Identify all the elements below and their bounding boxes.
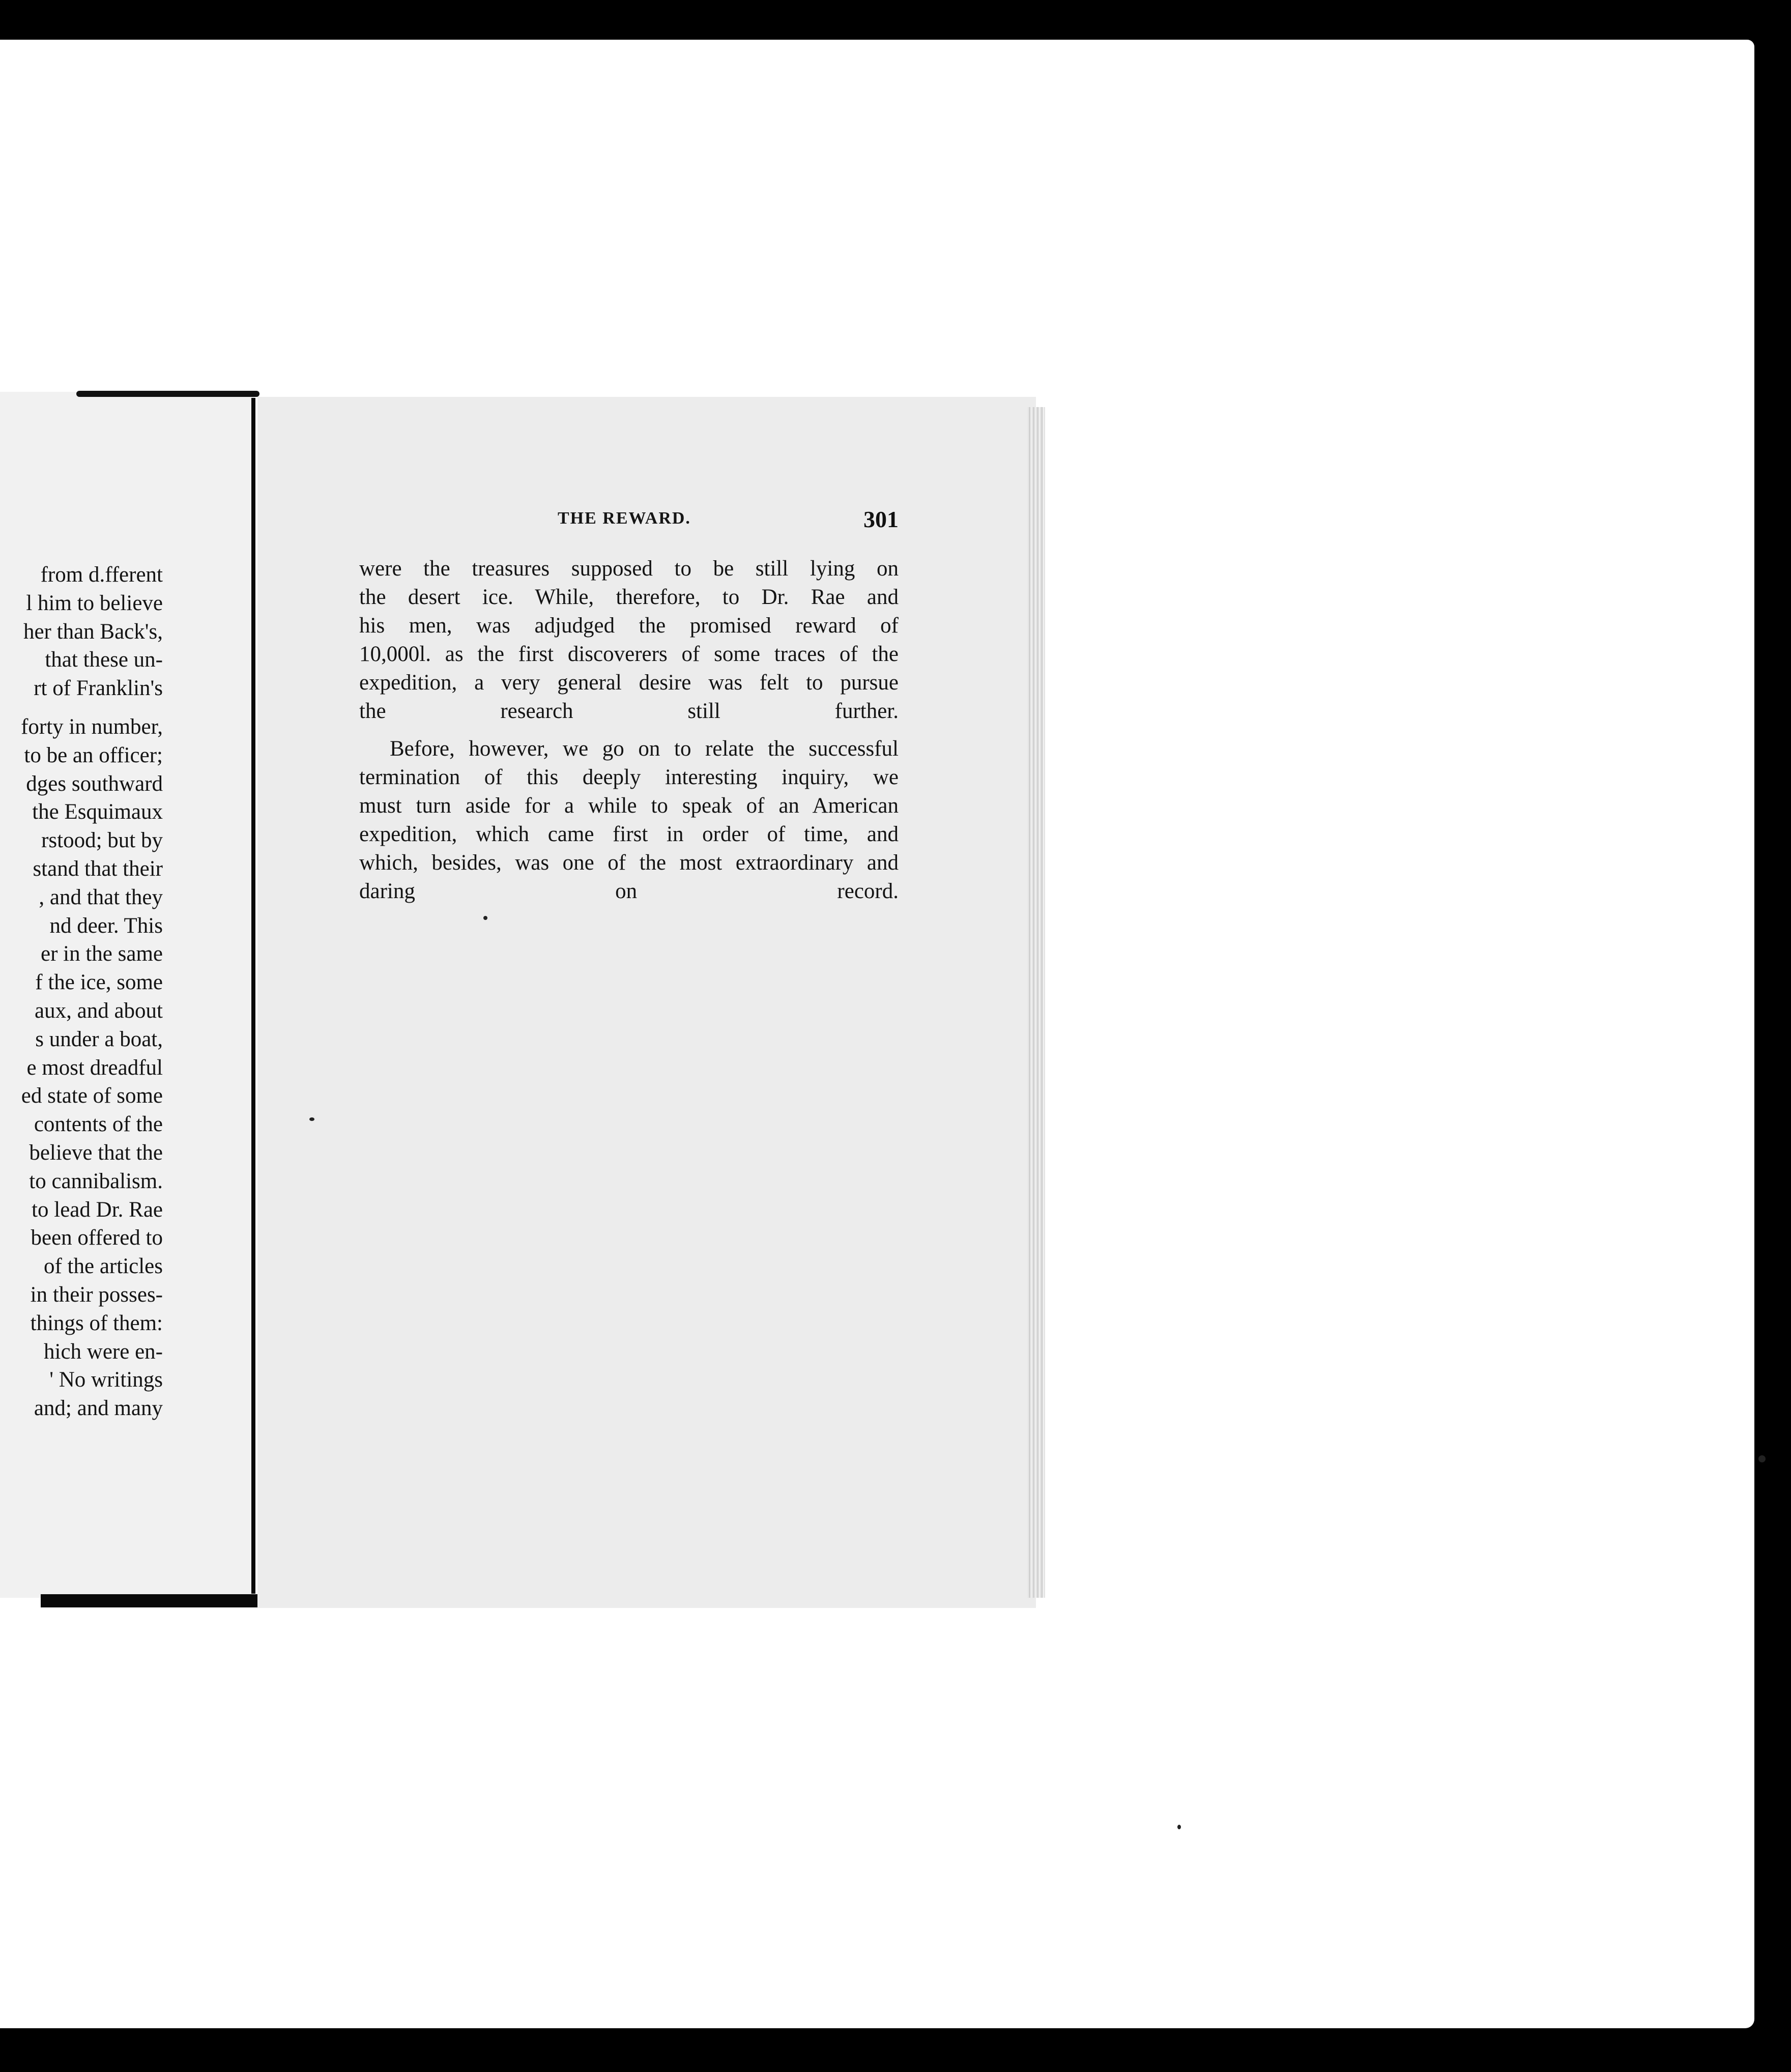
body-line: expedition, which came first in order of time, and	[359, 822, 899, 846]
left-page-line: to lead Dr. Rae	[32, 1197, 163, 1222]
left-page-line: hich were en-	[44, 1339, 163, 1364]
left-page-line: rt of Franklin's	[34, 676, 163, 701]
scan-speck	[483, 916, 487, 920]
left-page-line: , and that they	[39, 885, 163, 909]
left-page-line: ed state of some	[21, 1084, 163, 1108]
running-head	[359, 506, 899, 536]
left-page-line: believe that the	[29, 1140, 163, 1165]
body-line: the research still further.	[359, 699, 899, 723]
left-page-line: rstood; but by	[41, 828, 163, 853]
body-line: 10,000l. as the first discoverers of some traces of the	[359, 642, 899, 666]
left-page-line: s under a boat,	[35, 1027, 163, 1051]
left-page-line: l him to believe	[26, 591, 163, 615]
left-page-text	[21, 561, 163, 1423]
left-page-line: f the ice, some	[35, 970, 163, 995]
left-page-line: aux, and about	[35, 998, 163, 1023]
right-page-fore-edge	[1028, 407, 1045, 1598]
body-line: termination of this deeply interesting inquiry, we	[359, 765, 899, 789]
scan-speck	[1758, 1455, 1766, 1462]
left-page	[0, 392, 254, 1598]
body-line: were the treasures supposed to be still lying on	[359, 557, 899, 581]
body-line: the desert ice. While, therefore, to Dr. Rae and	[359, 585, 899, 609]
scan-speck	[1177, 1825, 1181, 1829]
left-page-line: from d.fferent	[40, 563, 163, 587]
left-page-line: that these un-	[45, 648, 163, 672]
left-page-line: forty in number,	[21, 714, 163, 739]
body-line: expedition, a very general desire was felt to pursue	[359, 671, 899, 695]
left-page-line: and; and many	[34, 1396, 163, 1421]
left-page-line: in their posses-	[30, 1282, 163, 1307]
left-page-line: stand that their	[33, 856, 163, 881]
left-page-line: been offered to	[31, 1226, 163, 1250]
left-page-line: e most dreadful	[26, 1055, 163, 1080]
paragraph-1	[359, 555, 899, 726]
left-page-line: of the articles	[43, 1254, 163, 1279]
scan-speck	[309, 1117, 314, 1121]
left-page-line: things of them:	[30, 1311, 163, 1335]
book-spine	[251, 398, 255, 1594]
page-number: 301	[863, 506, 899, 532]
body-text	[359, 555, 899, 906]
left-page-line: er in the same	[41, 942, 163, 966]
left-page-line: to be an officer;	[24, 743, 163, 767]
left-page-line: dges southward	[26, 771, 163, 796]
body-line: daring on record.	[359, 879, 899, 903]
left-page-line: the Esquimaux	[32, 800, 163, 824]
body-line: must turn aside for a while to speak of an American	[359, 794, 899, 818]
left-page-line: contents of the	[34, 1112, 163, 1137]
left-page-line: nd deer. This	[49, 913, 163, 938]
paragraph-2	[359, 735, 899, 906]
body-line: which, besides, was one of the most extraordinary and	[359, 851, 899, 875]
left-page-line: her than Back's,	[23, 619, 163, 644]
left-page-line: ' No writings	[49, 1368, 163, 1392]
body-line: his men, was adjudged the promised reward of	[359, 614, 899, 638]
left-page-top-edge	[76, 391, 259, 397]
left-page-line: to cannibalism.	[29, 1169, 163, 1193]
running-title: THE REWARD.	[558, 509, 691, 528]
body-line: Before, however, we go on to relate the successful	[390, 737, 899, 761]
